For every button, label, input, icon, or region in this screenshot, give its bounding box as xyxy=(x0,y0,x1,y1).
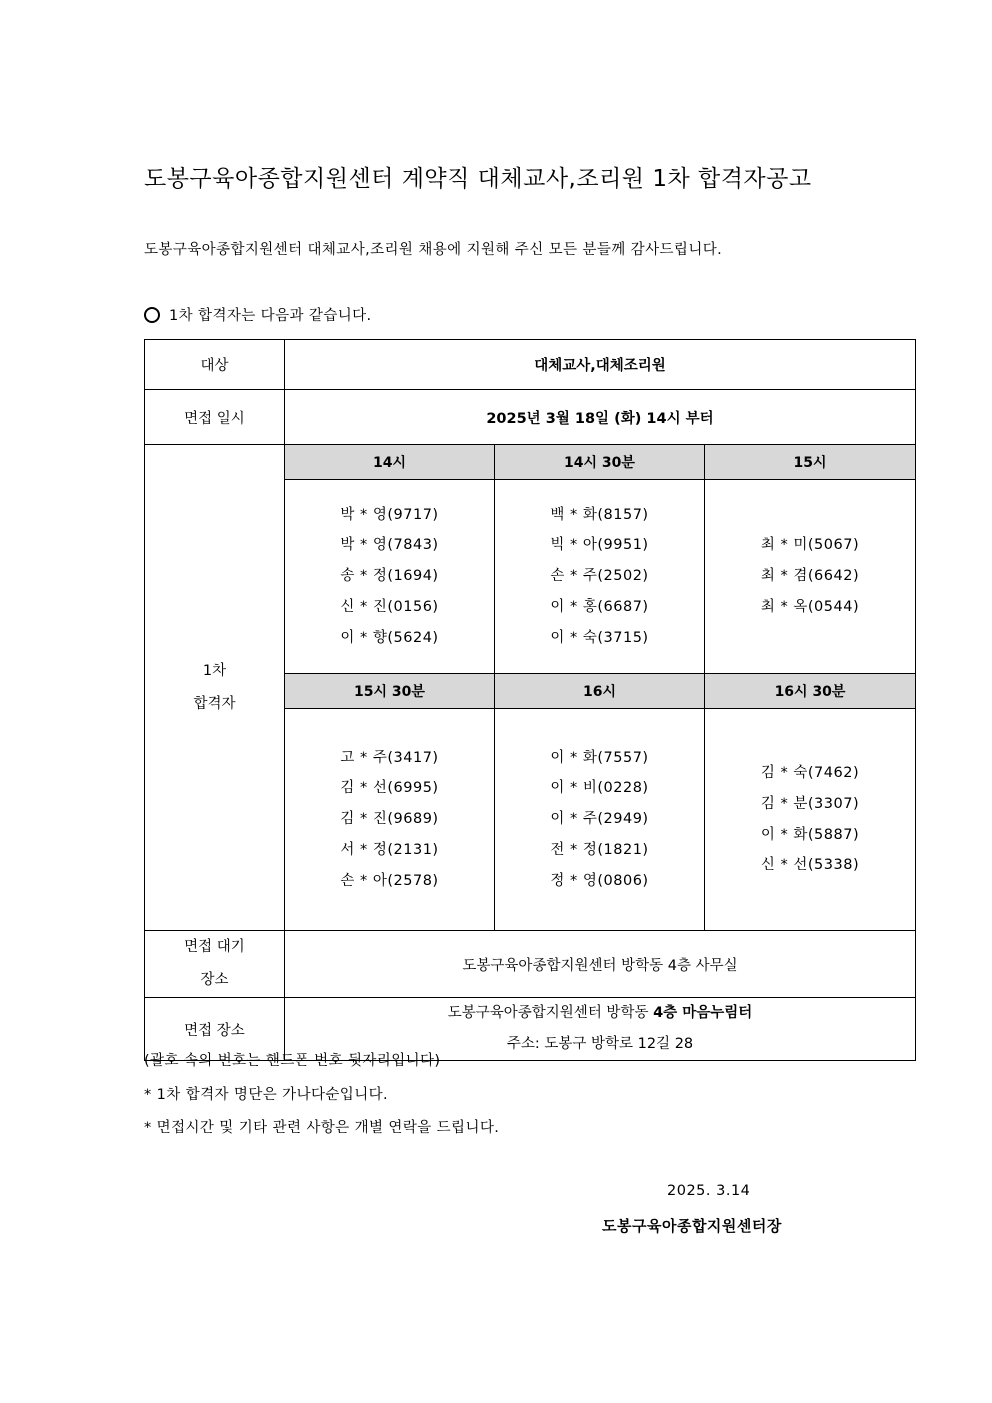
list-item: 서 * 정(2131) xyxy=(340,841,439,858)
target-label: 대상 xyxy=(145,340,285,390)
list-item: 신 * 선(5338) xyxy=(760,857,860,874)
list-item: 이 * 홍(6687) xyxy=(550,598,649,615)
list-item: 이 * 향(5624) xyxy=(340,629,439,646)
list-item: 송 * 정(1694) xyxy=(340,568,439,585)
list-item: 손 * 아(2578) xyxy=(340,872,439,889)
intro-text: 도봉구육아종합지원센터 대체교사,조리원 채용에 지원해 주신 모든 분들께 감사드립니다. xyxy=(144,242,723,258)
list-item: 이 * 화(5887) xyxy=(760,826,860,843)
slot-header: 15시 xyxy=(705,445,916,480)
list-item: 이 * 주(2949) xyxy=(550,811,649,828)
signature: 도봉구육아종합지원센터장 xyxy=(602,1217,782,1235)
list-item: 최 * 겸(6642) xyxy=(760,568,860,585)
list-item: 최 * 미(5067) xyxy=(760,537,860,554)
slot-names xyxy=(495,480,705,674)
list-item: 김 * 진(9689) xyxy=(340,811,439,828)
list-item: 이 * 화(7557) xyxy=(550,749,649,766)
venue-prefix: 도봉구육아종합지원센터 방학동 xyxy=(447,1005,654,1021)
slot-names xyxy=(285,709,495,931)
list-item: 정 * 영(0806) xyxy=(550,872,649,889)
slot-header: 15시 30분 xyxy=(285,674,495,709)
list-item: 빅 * 아(9951) xyxy=(550,537,649,554)
list-item: 박 * 영(7843) xyxy=(340,537,439,554)
section-heading-text: 1차 합격자는 다음과 같습니다. xyxy=(169,308,372,324)
list-item: 박 * 영(9717) xyxy=(340,506,439,523)
table-row xyxy=(145,390,916,445)
list-item: 신 * 진(0156) xyxy=(340,598,439,615)
slot-header: 14시 xyxy=(285,445,495,480)
list-item: 백 * 화(8157) xyxy=(550,506,649,523)
note-contact: * 면접시간 및 기타 관련 사항은 개별 연락을 드립니다. xyxy=(144,1120,500,1136)
section-heading xyxy=(144,304,372,325)
waiting-label-line1: 면접 대기 xyxy=(184,939,245,955)
slot-names xyxy=(705,709,916,931)
slot-header: 16시 xyxy=(495,674,705,709)
target-value: 대체교사,대체조리원 xyxy=(285,340,916,390)
venue-room: 4층 마음누림터 xyxy=(653,1005,753,1021)
slot-names xyxy=(495,709,705,931)
list-item: 전 * 정(1821) xyxy=(550,841,649,858)
table-row xyxy=(145,445,916,480)
venue-line xyxy=(285,998,915,1029)
list-item: 김 * 선(6995) xyxy=(340,780,439,797)
list-item: 고 * 주(3417) xyxy=(340,749,439,766)
venue-label: 면접 장소 xyxy=(145,998,285,1061)
issue-date: 2025. 3.14 xyxy=(667,1183,751,1199)
list-item: 이 * 비(0228) xyxy=(550,780,649,797)
slot-names xyxy=(705,480,916,674)
results-table xyxy=(144,339,916,1061)
passers-label xyxy=(145,445,285,931)
venue-address: 주소: 도봉구 방학로 12길 28 xyxy=(506,1036,694,1052)
passers-label-line1: 1차 xyxy=(202,662,227,679)
table-row xyxy=(145,340,916,390)
slot-header: 14시 30분 xyxy=(495,445,705,480)
list-item: 이 * 숙(3715) xyxy=(550,629,649,646)
list-item: 손 * 주(2502) xyxy=(550,568,649,585)
passers-label-line2: 합격자 xyxy=(193,695,236,712)
waiting-value: 도봉구육아종합지원센터 방학동 4층 사무실 xyxy=(285,931,916,998)
list-item: 김 * 분(3307) xyxy=(760,795,860,812)
slot-names xyxy=(285,480,495,674)
list-item: 최 * 옥(0544) xyxy=(760,598,860,615)
slot-header: 16시 30분 xyxy=(705,674,916,709)
waiting-label-line2: 장소 xyxy=(200,972,229,988)
table-row xyxy=(145,931,916,998)
page-title: 도봉구육아종합지원센터 계약직 대체교사,조리원 1차 합격자공고 xyxy=(144,166,812,192)
note-order: * 1차 합격자 명단은 가나다순입니다. xyxy=(144,1087,389,1103)
interview-date-value: 2025년 3월 18일 (화) 14시 부터 xyxy=(285,390,916,445)
waiting-label xyxy=(145,931,285,998)
list-item: 김 * 숙(7462) xyxy=(760,764,860,781)
paren-note: (괄호 속의 번호는 핸드폰 번호 뒷자리입니다) xyxy=(144,1053,441,1069)
interview-date-label: 면접 일시 xyxy=(145,390,285,445)
circle-bullet-icon xyxy=(144,307,160,323)
